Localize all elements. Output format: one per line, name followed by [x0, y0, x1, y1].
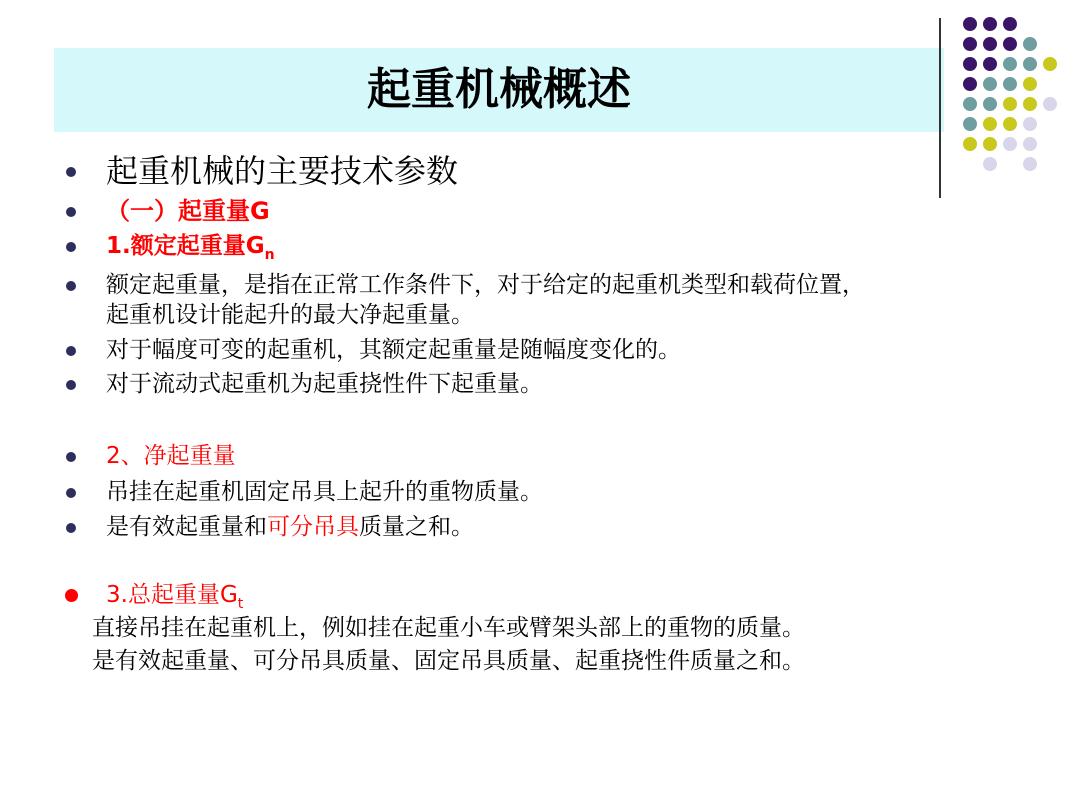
- item-text: 起重机械的主要技术参数: [106, 152, 459, 190]
- bullet-dot: [66, 488, 76, 498]
- item-text: 是有效起重量和可分吊具质量之和。: [106, 514, 474, 540]
- bullet-dot: [66, 281, 76, 291]
- item-text: 1.额定起重量$G_n$: [106, 233, 275, 263]
- item-text: 对于流动式起重机为起重挠性件下起重量。: [106, 371, 543, 397]
- paragraph-line: 是有效起重量、可分吊具质量、固定吊具质量、起重挠性件质量之和。: [92, 648, 805, 674]
- bullet-dot: [66, 167, 76, 177]
- bullet-dot: [66, 380, 76, 390]
- bullet-dot: [66, 346, 76, 356]
- bullet-dot: [66, 242, 76, 252]
- item-text: 对于幅度可变的起重机，其额定起重量是随幅度变化的。: [106, 337, 681, 363]
- item-text: 吊挂在起重机固定吊具上起升的重物质量。: [106, 479, 543, 505]
- item-text: （一）起重量G: [106, 197, 270, 225]
- bullet-dot: [65, 589, 78, 602]
- bullet-dot: [66, 452, 76, 462]
- bullet-dot: [66, 523, 76, 533]
- slide-title: 起重机械概述: [367, 64, 631, 115]
- item-text: 额定起重量，是指在正常工作条件下，对于给定的起重机类型和载荷位置， 起重机设计能起升的最大净起重量。: [106, 272, 865, 328]
- bullet-dot: [66, 207, 76, 217]
- item-text: 3.总起重量$G_t$: [106, 582, 244, 612]
- paragraph-line: 直接吊挂在起重机上，例如挂在起重小车或臂架头部上的重物的质量。: [92, 615, 805, 641]
- item-text: 2、净起重量: [106, 443, 236, 469]
